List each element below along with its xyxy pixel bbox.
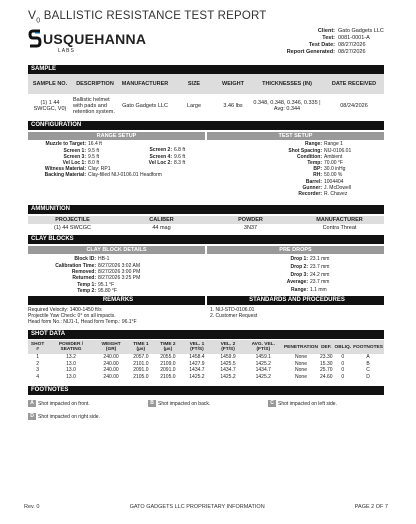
clay-value: 8/27/2026 3:00 PM [98,269,141,276]
col-header: AVG. VEL. (FT/S) [244,340,283,354]
shot-cell: A [366,354,370,361]
shot-cell: 1458.4 [189,354,205,361]
col-header: VEL. 2 (FT/S) [212,340,243,354]
meta-key: Report Generated: [286,49,335,56]
report-header [28,28,384,62]
clay-key: Removed: [71,269,96,276]
test-key: Temp: [307,160,322,166]
config-subheaders [28,132,384,140]
shot-cell: 13.0 [66,360,76,367]
shot-cell: 3 [36,367,39,374]
shot-cell: 1425.2 [189,373,205,380]
shot-cell: 1434.7 [220,367,236,374]
test-value: R. Chavez [324,191,348,198]
range-value: 16.4 ft [88,141,102,148]
clay-details-header: CLAY BLOCK DETAILS [28,246,205,254]
shot-cell: 2091.0 [133,367,149,374]
shot-cell: 1427.9 [189,360,205,367]
range-key: Screen 1: [63,147,86,154]
col-header: WEIGHT (GR) [95,340,127,354]
footnote-text: Shot impacted on back. [158,400,211,407]
shot-cell: 2057.0 [133,354,149,361]
shot-cell: 2101.0 [133,360,149,367]
footer-proprietary: GATO GADGETS LLC PROPRIETARY INFORMATION [129,504,265,510]
shot-cell: B [366,360,370,367]
footnote-key: B [148,400,156,407]
clay-value: 8/27/2026 3:02 AM [98,262,140,269]
footnote-a [28,400,148,407]
shot-cell: 24.60 [320,373,333,380]
title-text: BALLISTIC RESISTANCE TEST REPORT [40,10,267,22]
sample-mfr: Gato Gadgets LLC [122,103,168,110]
shot-cell: 1425.5 [220,360,236,367]
shot-cell: 4 [36,373,39,380]
sample-header: SAMPLE [28,65,384,74]
drop-key: Average: [286,279,308,286]
col-header: SAMPLE NO. [28,74,72,94]
sample-no: (1) 1 44 SWCGC, V0) [33,100,67,113]
shot-cell: 1 [36,354,39,361]
report-title [28,8,384,24]
test-value: NIJ-0106.01 [324,147,352,154]
test-key: BP: [313,166,322,173]
remarks-body [28,307,205,325]
footnote-c [268,400,384,407]
footnote-text: Shot impacted on front. [38,400,90,407]
shot-cell: 1434.7 [255,367,271,374]
remarks-line: Required Velocity: 1400-1450 ft/s [28,307,102,314]
col-header: DESCRIPTION [72,74,118,94]
logo-text: USQUEHANNA [43,31,147,48]
shot-cell: 2105.0 [160,373,176,380]
standards-body [207,307,384,319]
remarks-header: REMARKS [28,296,205,305]
shot-cell: 13.0 [66,373,76,380]
test-value: Range 1 [324,141,343,148]
sample-weight: 3.46 lbs [223,103,243,110]
standards-header: STANDARDS AND PROCEDURES [207,296,384,305]
clay-header: CLAY BLOCKS [28,235,384,244]
report-meta [287,28,384,56]
clay-value: HB-1 [98,256,110,263]
logo-sub: LABS [58,48,75,55]
config-header: CONFIGURATION [28,121,384,130]
test-value: 1004404 [324,178,344,185]
range-setup-header: RANGE SETUP [28,132,205,140]
table-row [28,374,384,381]
shot-cell: 2105.0 [133,373,149,380]
config-body [28,140,384,202]
shot-cell: 15.30 [320,360,333,367]
ammo-projectile: (1) 44 SWCGC [54,225,91,232]
remarks-line: Head form No.: NIJ1-1, Head form Temp.: 96.1°F [28,319,137,326]
ammo-table [28,216,384,232]
range-key: Backing Material: [44,172,86,179]
col-header: VEL. 1 (FT/S) [181,340,212,354]
range-key: Screen 4: [149,153,172,160]
clay-key: Block ID: [74,256,96,263]
test-value: Ambient [324,153,343,160]
sample-table [28,74,384,118]
test-setup [206,140,384,202]
meta-key: Test Date: [308,42,335,49]
page-footer [24,504,388,510]
drop-value: 23.1 mm [310,256,330,263]
shot-cell: 1459.9 [220,354,236,361]
test-key: Condition: [297,153,322,160]
range-value: 9.6 ft [174,153,186,160]
ammo-caliber: 44 mag [152,225,171,232]
test-key: Range: [305,141,322,148]
ammo-header: AMMUNITION [28,205,384,214]
shot-cell: 13.0 [66,367,76,374]
col-header: THICKNESSES (IN) [250,74,324,94]
range-value: 9.5 ft [88,153,100,160]
shot-cell: 1425.2 [220,373,236,380]
clay-key: Returned: [72,275,96,282]
clay-value: 95.80 °F [98,288,117,295]
shot-cell: 0 [341,360,345,367]
standards-line: 1. NIJ-STD-0106.01 [210,307,255,314]
shot-cell: 1425.2 [255,373,271,380]
shot-cell: 240.00 [103,354,119,361]
test-key: Recorder: [298,191,322,198]
title-prefix: V [28,8,37,22]
range-setup [28,140,206,202]
shot-cell: 0 [341,373,345,380]
meta-key: Test: [322,35,335,42]
shot-cell: D [366,373,370,380]
test-setup-header: TEST SETUP [207,132,384,140]
shot-cell: None [295,373,307,380]
meta-value: Gato Gadgets LLC [338,28,384,35]
sample-desc: Ballistic helmet with pads and retention system. [73,97,115,116]
shot-cell: 240.00 [103,373,119,380]
meta-key: Client: [317,28,335,35]
drop-key: Drop 3: [290,271,308,278]
shot-cell: 23.30 [320,354,333,361]
shot-cell: 240.00 [103,367,119,374]
test-key: Barrel: [305,178,322,185]
test-key: Gunner: [302,184,322,191]
col-header: MANUFACTURER [118,74,172,94]
range-value: 8.0 ft [88,160,100,166]
clay-key: Temp 1: [77,281,96,288]
drop-key: Range: [291,286,308,293]
clay-key: Temp 2: [77,288,96,295]
standards-line: 2. Customer Request [210,313,258,320]
range-key: Vel Loc 1: [62,160,86,166]
range-key: Screen 3: [63,153,86,160]
footnotes-header: FOOTNOTES [28,386,384,395]
shot-cell: 0 [341,354,345,361]
shot-cell: 2091.0 [160,367,176,374]
shot-table [28,340,384,380]
test-value: J. McDowell [324,184,351,191]
pre-drops-header: PRE DROPS [207,246,384,254]
title-version [28,8,41,25]
shot-cell: 1425.2 [255,360,271,367]
meta-value: 08/27/2026 [338,49,366,56]
clay-subheaders [28,246,384,254]
footnote-key: D [28,413,36,420]
test-key: RH: [313,172,322,179]
clay-details [28,256,206,294]
col-header: PROJECTILE [28,216,117,224]
title-sub: 0 [36,17,41,25]
standards-section [207,296,384,325]
remarks-standards [28,296,384,325]
remarks-section [28,296,205,325]
shot-table-header [28,340,384,354]
clay-key: Calibration Time: [55,262,96,269]
footnote-text: Shot impacted on left side. [278,400,337,407]
footnote-d [28,413,148,420]
col-header: MANUFACTURER [295,216,384,224]
footnote-b [148,400,268,407]
col-header: WEIGHT [216,74,250,94]
shot-cell: None [295,354,307,361]
meta-value: 08/27/2026 [338,42,366,49]
clay-value: 8/27/2026 3:25 PM [98,275,141,282]
shot-cell: None [295,360,307,367]
drop-key: Drop 2: [290,263,308,270]
shot-cell: 240.00 [103,360,119,367]
test-key: Shot Spacing: [288,147,322,154]
shot-cell: 2109.0 [160,360,176,367]
meta-value: 0081-0001-A [338,35,370,42]
col-header: SHOT # [28,340,47,354]
footer-revision: Rev. 0 [24,504,40,510]
shot-cell: None [295,367,307,374]
col-header: DEF. [319,340,334,354]
drop-value: 23.7 mm [310,263,330,270]
col-header: POWDER [206,216,295,224]
col-header: POWDER / SEATING [47,340,95,354]
report-page [28,8,384,420]
range-value: Clay-filled NIJ-0106.01 Headform [88,172,162,179]
range-key: Witness Material: [44,166,86,173]
logo-s-icon [28,28,42,50]
shot-cell: C [366,367,370,374]
col-header: PENETRATION [283,340,319,354]
ammo-manufacturer: Contra Threat [322,225,357,232]
range-key: Muzzle to Target: [45,141,86,148]
range-key: Screen 2: [149,147,172,154]
drop-value: 1.1 mm [310,286,327,293]
ammo-powder: 3N37 [243,225,258,232]
footnotes-list [28,400,384,420]
drop-value: 24.2 mm [310,271,330,278]
remarks-line: Projectile Yaw Check: 0° on all impacts. [28,313,116,320]
col-header: DATE RECEIVED [324,74,384,94]
range-key: Vel Loc 2: [148,159,172,166]
shot-cell: 25.70 [320,367,333,374]
col-header: TIME 1 (µs) [127,340,154,354]
shot-cell: 13.2 [66,354,76,361]
shot-cell: 2 [36,360,39,367]
col-header: TIME 2 (µs) [154,340,181,354]
col-header: OBLIQ. [334,340,353,354]
shot-cell: 1459.1 [255,354,271,361]
range-value: Clay: RP1 [88,166,111,173]
clay-body [28,254,384,294]
pre-drops [206,256,384,294]
drop-value: 23.7 mm [310,279,330,286]
shot-cell: 1434.7 [189,367,205,374]
footnote-key: C [268,400,276,407]
test-value: 50.00 % [324,172,343,179]
sample-date: 08/24/2026 [340,103,368,110]
range-value: 8.3 ft [174,159,186,166]
footer-page: PAGE 2 OF 7 [354,504,388,510]
shot-data-header: SHOT DATA [28,330,384,339]
range-value: 9.5 ft [88,147,100,154]
shot-cell: 0 [341,367,345,374]
test-value: 70.00 °F [324,160,343,166]
company-logo [28,28,146,54]
footnote-text: Shot impacted on right side. [38,413,100,420]
clay-value: 95.1 °F [98,281,115,288]
test-value: 30.0 inHg [324,166,346,173]
col-header: FOOTNOTES [352,340,384,354]
footnote-key: A [28,400,36,407]
sample-thickness: 0.348, 0.348, 0.346, 0.335 | Avg: 0.344 [253,100,321,113]
drop-key: Drop 1: [290,256,308,263]
range-value: 6.8 ft [174,147,186,154]
sample-size: Large [186,103,202,110]
col-header: CALIBER [117,216,206,224]
shot-cell: 2055.0 [160,354,176,361]
col-header: SIZE [172,74,216,94]
